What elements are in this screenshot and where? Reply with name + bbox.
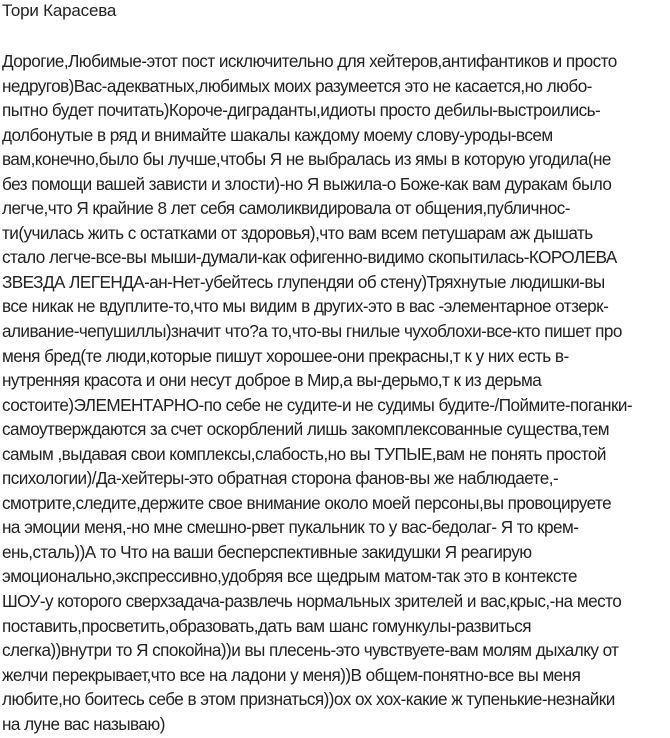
post-line: меня бред(те люди,которые пишут хорошее-они прекрасны,т к у них есть в- (2, 345, 569, 366)
post-line: смотрите,следите,держите свое внимание около моей персоны,вы провоцируете (2, 492, 612, 513)
post-line: желчи перекрывает,что все на ладони у меня))В общем-понятно-все вы меня (2, 664, 581, 685)
post-line: без помощи вашей зависти и злости)-но Я выжила-о Боже-как вам дуракам было (2, 173, 612, 194)
post-line: любите,но боитесь себе в этом признаться))ох ох хох-какие ж тупенькие-незнайки (2, 689, 615, 710)
post-line: Дорогие,Любимые-этот пост исключительно для хейтеров,антифантиков и просто (2, 51, 617, 71)
post-line: на эмоции меня,-но мне смешно-рвет пукальник то у вас-бедолаг- Я то крем- (2, 517, 579, 538)
post-line: стало легче-все-вы мыши-думали-как офигенно-видимо скопытилась-КОРОЛЕВА (2, 247, 617, 268)
post-line: ЗВЕЗДА ЛЕГЕНДА-ан-Нет-убейтесь глупендяи об стену)Тряхнутые людишки-вы (2, 271, 605, 292)
post-line: аливание-чепушиллы)значит что?а то,что-вы гнилые чухоблохи-все-кто пишет про (2, 321, 622, 342)
post-line: состоите)ЭЛЕМЕНТАРНО-по себе не судите-и не судимы будите-/Поймите-поганки- (2, 394, 633, 415)
post-line: вам,конечно,было бы лучше,чтобы Я не выбралась из ямы в которую угодила(не (2, 149, 611, 170)
post-author: Тори Карасева (2, 1, 117, 20)
post (2, 0, 668, 736)
post-line: самоутверждаются за счет оскорблений лишь закомплексованные существа,тем (2, 419, 609, 440)
post-line: поставить,просветить,образовать,дать вам шанс гомункулы-развиться (2, 615, 531, 636)
post-line: долбонутые в ряд и внимайте шакалы каждому моему слову-уроды-всем (2, 124, 553, 145)
post-body (2, 49, 668, 736)
post-line: нутренняя красота и они несут доброе в Мир,а вы-дерьмо,т к из дерьма (2, 370, 542, 391)
post-line: самым ,выдавая свои комплексы,слабость,но вы ТУПЫЕ,вам не понять простой (2, 443, 606, 464)
post-line: ШОУ-у которого сверхзадача-развлечь нормальных зрителей и вас,крыс,-на место (2, 591, 622, 612)
post-line: пытно будет почитать)Короче-диграданты,идиоты просто дебилы-выстроились- (2, 100, 601, 121)
post-line: на луне вас называю) (2, 713, 165, 734)
post-line: слегка))внутри то Я спокойна))и вы плесень-это чувствуете-вам молям дыхалку от (2, 640, 619, 661)
post-line: ень,сталь))А то Что на ваши бесперспективные закидушки Я реагирую (2, 541, 532, 562)
post-line: эмоционально,экспрессивно,удобряя все щедрым матом-так это в контексте (2, 566, 577, 587)
post-line: недругов)Вас-адекватных,любимых моих разумеется это не касается,но любо- (2, 75, 592, 96)
post-line: психологии)/Да-хейтеры-это обратная сторона фанов-вы же наблюдаете,- (2, 468, 559, 489)
post-line: все никак не вдуплите-то,что мы видим в других-это в вас -элементарное отзерк- (2, 296, 609, 317)
post-line: легче,что Я крайние 8 лет себя самоликвидировала от общения,публичнос- (2, 198, 570, 219)
post-line: ти(училась жить с остатками от здоровья),что вам всем петушарам аж дышать (2, 222, 593, 243)
